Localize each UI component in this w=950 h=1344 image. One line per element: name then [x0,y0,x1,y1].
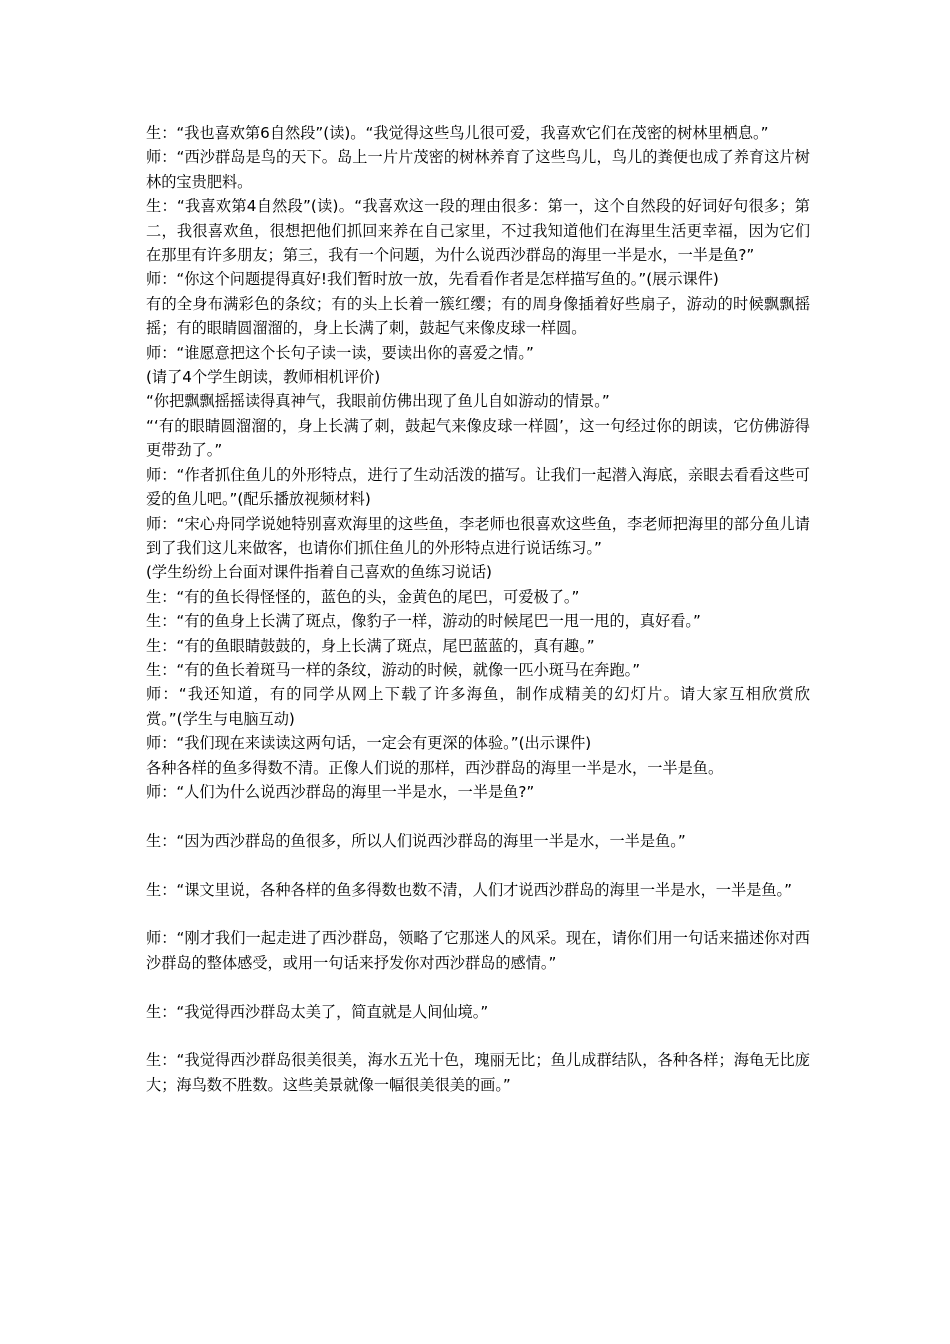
paragraph-2: 师：“西沙群岛是鸟的天下。岛上一片片茂密的树林养育了这些鸟儿，鸟儿的粪便也成了养育这片树林的宝贵肥料。 [146,148,810,191]
paragraph-5: 有的全身布满彩色的条纹；有的头上长着一簇红缨；有的周身像插着好些扇子，游动的时候飘飘摇摇；有的眼睛圆溜溜的，身上长满了刺，鼓起气来像皮球一样圆。 [146,294,810,338]
paragraph-6: 师：“谁愿意把这个长句子读一读，要读出你的喜爱之情。” [146,343,534,362]
paragraph-12: (学生纷纷上台面对课件指着自己喜欢的鱼练习说话) [146,563,492,582]
paragraph-gap [146,1024,810,1048]
paragraph-17: 师：“我还知道，有的同学从网上下载了许多海鱼，制作成精美的幻灯片。请大家互相欣赏欣赏。”(学生与电脑互动) [146,685,810,728]
paragraph-21: 生：“因为西沙群岛的鱼很多，所以人们说西沙群岛的海里一半是水，一半是鱼。” [146,831,686,850]
paragraph-gap [146,853,810,877]
paragraph-25: 生：“我觉得西沙群岛很美很美，海水五光十色，瑰丽无比；鱼儿成群结队，各种各样；海龟无比庞大；海鸟数不胜数。这些美景就像一幅很美很美的画。” [146,1051,810,1094]
paragraph-14: 生：“有的鱼身上长满了斑点，像豹子一样，游动的时候尾巴一甩一甩的，真好看。” [146,612,701,631]
paragraph-22: 生：“课文里说，各种各样的鱼多得数也数不清，人们才说西沙群岛的海里一半是水，一半是鱼。” [146,880,793,899]
paragraph-16: 生：“有的鱼长着斑马一样的条纹，游动的时候，就像一匹小斑马在奔跑。” [146,660,641,679]
paragraph-19: 各种各样的鱼多得数不清。正像人们说的那样，西沙群岛的海里一半是水，一半是鱼。 [146,758,724,777]
paragraph-8: “你把飘飘摇摇读得真神气，我眼前仿佛出现了鱼儿自如游动的情景。” [146,392,610,411]
paragraph-1: 生：“我也喜欢第6自然段”(读)。“我觉得这些鸟儿很可爱，我喜欢它们在茂密的树林里栖息。” [146,124,769,142]
paragraph-gap [146,902,810,926]
paragraph-7: (请了4个学生朗读，教师相机评价) [146,368,381,387]
paragraph-10: 师：“作者抓住鱼儿的外形特点，进行了生动活泼的描写。让我们一起潜入海底，亲眼去看看这些可爱的鱼儿吧。”(配乐播放视频材料) [146,465,810,509]
paragraph-18: 师：“我们现在来读读这两句话，一定会有更深的体验。”(出示课件) [146,734,592,753]
paragraph-20: 师：“人们为什么说西沙群岛的海里一半是水，一半是鱼?” [146,782,535,801]
paragraph-3: 生：“我喜欢第4自然段”(读)。“我喜欢这一段的理由很多：第一，这个自然段的好词好句很多；第二，我很喜欢鱼，很想把他们抓回来养在自己家里，不过我知道他们在海里生活更幸福，因为它们在那里有许多朋友；第三，我有一个问题，为什么说西沙群岛的海里一半是水，一半是鱼?” [146,197,810,265]
document-body [146,121,810,1097]
paragraph-4: 师：“你这个问题提得真好!我们暂时放一放，先看看作者是怎样描写鱼的。”(展示课件) [146,270,719,289]
paragraph-gap [146,975,810,999]
paragraph-24: 生：“我觉得西沙群岛太美了，简直就是人间仙境。” [146,1002,489,1021]
paragraph-15: 生：“有的鱼眼睛鼓鼓的，身上长满了斑点，尾巴蓝蓝的，真有趣。” [146,636,595,655]
paragraph-gap [146,804,810,828]
paragraph-9: “‘有的眼睛圆溜溜的，身上长满了刺，鼓起气来像皮球一样圆’，这一句经过你的朗读，它仿佛游得更带劲了。” [146,416,810,460]
paragraph-23: 师：“刚才我们一起走进了西沙群岛，领略了它那迷人的风采。现在，请你们用一句话来描述你对西沙群岛的整体感受，或用一句话来抒发你对西沙群岛的感情。” [146,929,810,972]
paragraph-11: 师：“宋心舟同学说她特别喜欢海里的这些鱼，李老师也很喜欢这些鱼，李老师把海里的部分鱼儿请到了我们这儿来做客，也请你们抓住鱼儿的外形特点进行说话练习。” [146,514,810,557]
paragraph-13: 生：“有的鱼长得怪怪的，蓝色的头，金黄色的尾巴，可爱极了。” [146,587,580,606]
